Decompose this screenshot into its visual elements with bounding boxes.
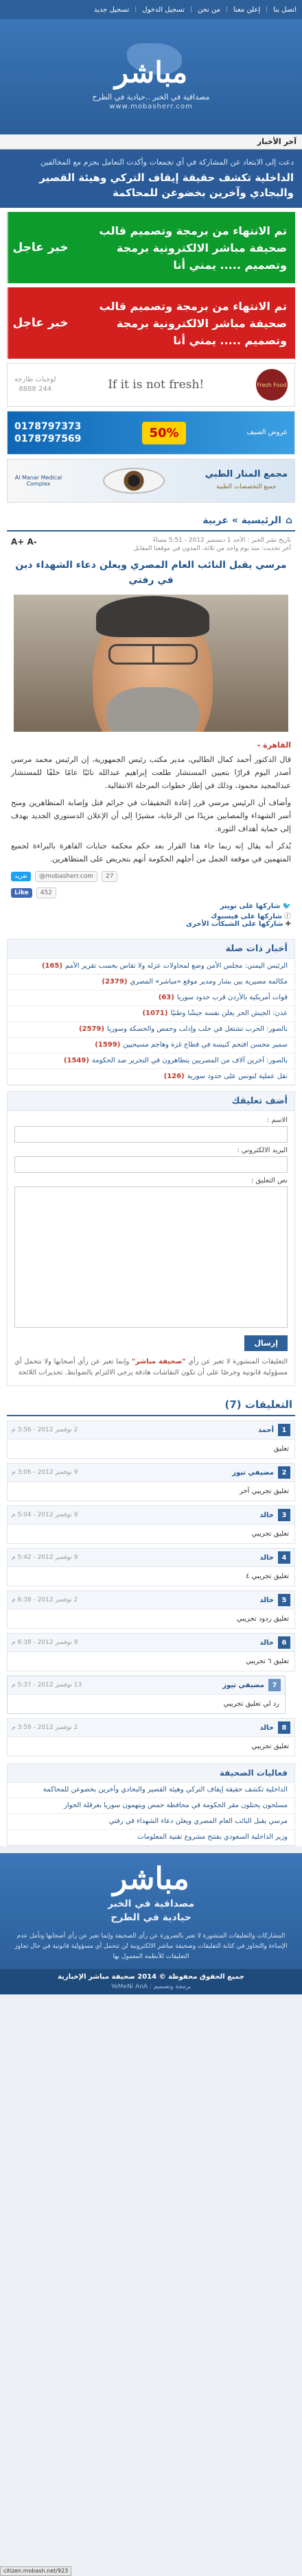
policy-site-name: "صحيفة مباشر" xyxy=(131,1358,186,1365)
comment xyxy=(7,1505,295,1544)
popular-news-title: فعاليات الصحيفة xyxy=(8,1764,294,1782)
comment-author: خالد xyxy=(259,1553,274,1562)
share-facebook-link[interactable] xyxy=(11,910,291,920)
article-date-text: تاريخ نشر الخبر : الأحد 1 ديسمبر 2012 - 5:51 مساءً xyxy=(152,537,291,544)
comment-reply xyxy=(7,1675,286,1714)
footer-disclaimer: المشاركات والتعليقات المنشورة لا تعبر بالضرورة عن رأي الصحيفة وإنما تعبر عن رأي أصحابها ونأمل عدم الإساءة والتجاوز في كتابة التعليقات وصحيفة مباشر الالكترونية لن تتحمل أي مسؤولية قانونية في حال تجاوز التعليقات للأنظمة المعمول بها xyxy=(14,1933,288,1960)
article-photo xyxy=(14,595,288,732)
site-logo[interactable] xyxy=(100,43,202,91)
nav-separator: | xyxy=(225,6,229,13)
ad-phone: 244 8888 xyxy=(19,385,52,393)
related-news-list xyxy=(8,959,294,1085)
comment-author: خالد xyxy=(259,1724,274,1732)
policy-text: التعليقات المنشورة لا تعبر عن رأي xyxy=(188,1358,288,1365)
portrait-beard xyxy=(106,687,199,732)
footer-slogan: حيادية في الطرح xyxy=(111,1912,191,1923)
comment xyxy=(7,1718,295,1756)
ad-title xyxy=(205,468,288,493)
comment-author: خالد xyxy=(259,1596,274,1604)
article-body xyxy=(11,739,291,866)
related-news xyxy=(7,939,295,1086)
comment-header xyxy=(8,1549,294,1567)
copyright: جميع الحقوق محفوظة © 2014 صحيفة مباشر الإخبارية xyxy=(0,1969,302,1983)
article-paragraph: يُذكر أنه يقال إنه ربما جاء هذا القرار بعد حكم محكمة جنايات القاهرة بالبراءة لجميع المتهمين في موقعة الجمل من أجلهم الحكومة أنهم بتحريض على المتظاهرين. xyxy=(11,842,291,863)
view-count: (1599) xyxy=(95,1041,121,1049)
comment-header xyxy=(8,1421,294,1440)
related-news-item[interactable] xyxy=(8,1006,294,1022)
nav-separator: | xyxy=(135,6,137,13)
breaking-news-text[interactable]: تم الانتهاء من برمجة وتصميم قالب صحيفة مباشر الالكترونية برمجة وتصميم ..... يمني أنا xyxy=(99,299,287,347)
footer-slogan: مصداقية في الخبر xyxy=(107,1898,195,1909)
view-count: (1071) xyxy=(142,1010,168,1017)
comment-date: 9 نوفمبر 2012 - 6:38 م xyxy=(12,1639,78,1646)
view-count: (2379) xyxy=(102,978,128,986)
related-news-item[interactable] xyxy=(8,1069,294,1085)
policy-text: وإنما تعبر عن رأي أصحابها ولا نتحمل أي مسؤولية قانونية وحرصًا على أن تكون النقاشات هادفة يرجى الالتزام بالضوابط. تحذيرات اللائحة xyxy=(14,1358,288,1376)
related-news-item[interactable] xyxy=(8,990,294,1006)
nav-link-register[interactable]: تسجيل جديد xyxy=(93,5,130,14)
comment-date: 2 نوفمبر 2012 - 3:56 م xyxy=(12,1427,78,1433)
comment-form xyxy=(7,1091,295,1386)
nav-link-login[interactable]: تسجيل الدخول xyxy=(142,5,185,14)
breaking-news-label: خبر عاجل xyxy=(7,212,73,283)
popular-news-item[interactable]: الداخلية تكشف حقيقة إيقاف التركي وهيئة القصير والبجادي وآخرين بخضوعن للمحاكمة xyxy=(8,1782,294,1798)
comment-number: 7 xyxy=(268,1679,281,1691)
comment-textarea[interactable] xyxy=(14,1186,288,1328)
nav-separator: | xyxy=(189,6,192,13)
browser-status-bar: citizen.mobash.net/923 xyxy=(0,2566,71,2576)
facebook-icon: ⓕ xyxy=(281,913,291,920)
breaking-news-text[interactable]: تم الانتهاء من برمجة وتصميم قالب صحيفة مباشر الالكترونية برمجة وتصميم ..... يمني أنا xyxy=(99,224,287,272)
twitter-icon: 🐦 xyxy=(280,903,291,910)
ad-phones xyxy=(14,420,81,445)
ad-sale-badge: 50% xyxy=(142,422,185,444)
popular-news-item[interactable]: وزير الداخلية السعودي يفتتح مشروع تقنية المعلومات xyxy=(8,1830,294,1846)
related-news-text[interactable]: مكالمة مصيرية بين بشار ومدير موقع «مباشر» المصري xyxy=(130,978,288,986)
ad-banner-medical[interactable] xyxy=(7,459,295,503)
facebook-like-button[interactable]: Like xyxy=(11,888,32,898)
view-count: (2579) xyxy=(78,1025,104,1033)
breaking-news-label: خبر عاجل xyxy=(7,287,73,359)
article-paragraph: قال الدكتور أحمد كمال الطالبي، مدير مكتب رئيس الجمهورية، إن الرئيس محمد مرسي أصدر اليوم قرارًا بتعيين المستشار طلعت إبراهيم عبدالله نائبًا عامًا خلفًا للمستشار عبدالمجيد محمود، وذلك في إطار خطوات المرحلة الانتقالية. xyxy=(11,755,291,790)
logo-text: مباشر xyxy=(114,56,188,89)
ad-text: عروض الصيف xyxy=(246,429,288,436)
comment-body: تعليق تجريبي xyxy=(251,1530,289,1538)
name-input[interactable] xyxy=(14,1126,288,1143)
breadcrumb xyxy=(7,511,295,532)
site-url: www.mobasherr.com xyxy=(109,103,193,110)
email-input[interactable] xyxy=(14,1156,288,1173)
top-navigation xyxy=(0,0,302,19)
share-count: 27 xyxy=(102,871,117,882)
popular-news-item[interactable]: مسلحون يحتلون مقر الحكومة في محافظة حمص ويتهمون سوريا بعرقلة الحوار xyxy=(8,1798,294,1814)
comment-number: 3 xyxy=(278,1509,290,1521)
article-title: مرسي يقبل النائب العام المصري ويعلن دعاء الشهداء دين في رفتي xyxy=(15,560,287,586)
comment-date: 9 نوفمبر 2012 - 5:04 م xyxy=(12,1512,78,1518)
breaking-news-banner[interactable] xyxy=(7,212,295,283)
comment xyxy=(7,1463,295,1501)
site-header xyxy=(0,19,302,134)
nav-link-advertise[interactable]: إعلن معنا xyxy=(233,5,261,14)
ad-phone: 0178797569 xyxy=(14,433,82,444)
share-twitter-link[interactable] xyxy=(11,903,291,910)
article xyxy=(7,532,295,933)
comment-date: 9 نوفمبر 2012 - 3:06 م xyxy=(12,1469,78,1476)
portrait-glasses xyxy=(108,644,198,665)
comment-body: تعليق تجريبي ٤ xyxy=(246,1573,289,1580)
font-size-controls[interactable]: A+ A- xyxy=(11,537,37,547)
comment-number: 1 xyxy=(278,1424,290,1436)
ad-title-text: مجمع المنار الطبي xyxy=(205,469,288,479)
comment-date: 9 نوفمبر 2012 - 5:42 م xyxy=(12,1554,78,1561)
related-news-item[interactable] xyxy=(8,1038,294,1053)
view-count: (63) xyxy=(158,994,174,1001)
ad-info-line: لوجبات طازجة xyxy=(14,376,56,383)
ad-banner-sale[interactable] xyxy=(7,411,295,455)
popular-news xyxy=(7,1763,295,1846)
related-news-text[interactable]: عدن: الجيش الحر يعلن نفسه جيشًا وطنيًا xyxy=(170,1010,288,1017)
share-facebook-text[interactable]: شاركها على فيسبوك xyxy=(210,913,282,920)
ad-slogan: If it is not fresh! xyxy=(108,378,205,392)
comment-author: مضيفي تيوز xyxy=(232,1468,274,1477)
comment-number: 5 xyxy=(278,1594,290,1606)
related-news-item[interactable] xyxy=(8,1022,294,1038)
comment-author: أحمد xyxy=(257,1426,274,1434)
share-bar xyxy=(11,871,291,882)
view-count: (126) xyxy=(163,1073,185,1080)
submit-comment-button[interactable]: إرسال xyxy=(244,1335,288,1351)
comment-number: 2 xyxy=(278,1466,290,1479)
headline-kicker: دعت إلى الابتعاد عن المشاركة في أي تجمعات وأكدت التعامل بحزم مع المخالفين xyxy=(40,158,294,167)
comment-header xyxy=(8,1719,294,1737)
related-news-item[interactable] xyxy=(8,959,294,975)
share-links xyxy=(11,903,291,928)
comment-date: 13 نوفمبر 2012 - 5:37 م xyxy=(12,1682,82,1689)
share-twitter-text[interactable]: شاركها على تويتر xyxy=(220,903,281,910)
ad-badge: Fresh Food xyxy=(256,369,288,401)
comment-body: رد لي تعليق تجريبي xyxy=(223,1700,279,1708)
article-paragraph: وأضاف أن الرئيس مرسي قرر إعادة التحقيقات في جرائم قتل وإصابة المتظاهرين ومنح أسر الشهداء والمصابين مزيدًا من الرعاية، مشيرًا إلى أن الإعلان الدستوري الجديد يهدف إلى حماية أهداف الثورة. xyxy=(11,798,291,833)
related-news-title: أخبار ذات صلة xyxy=(8,940,294,959)
comment xyxy=(7,1548,295,1586)
breadcrumb-text[interactable]: الرئيسية » عربية xyxy=(202,515,281,526)
comment xyxy=(7,1590,295,1629)
main-content xyxy=(0,150,302,1846)
article-date xyxy=(11,537,291,547)
related-news-item[interactable] xyxy=(8,1053,294,1069)
comment-header xyxy=(8,1591,294,1610)
ad-subtitle: جميع التخصصات الطبية xyxy=(216,484,277,490)
comment-body: تعليق تجريبي xyxy=(251,1743,289,1750)
related-news-text[interactable]: نقل عملية لتونس على حدود سورية xyxy=(187,1073,288,1080)
article-dateline: القاهرة - xyxy=(257,741,291,750)
developer-credit[interactable]: برمجة وتصميم : YeMeNi AnA xyxy=(0,1983,302,1994)
comment-date: 2 نوفمبر 2012 - 3:59 م xyxy=(12,1724,78,1731)
like-bar xyxy=(11,887,291,898)
nav-link-about[interactable]: من نحن xyxy=(197,5,220,14)
tweet-button[interactable]: تغريد xyxy=(11,872,31,881)
name-label: الاسم : xyxy=(266,1117,288,1124)
related-news-text[interactable]: سمير محسن اقتحم كنيسة في قطاع غزة وهاجم مسيحيين xyxy=(123,1041,288,1049)
comment-number: 4 xyxy=(278,1551,290,1564)
site-slogan: مصداقية في الخبر ..حيادية في الطرح xyxy=(92,93,210,102)
comment-header xyxy=(8,1634,294,1652)
comments-title: التعليقات (7) xyxy=(7,1394,295,1416)
related-news-text[interactable]: بالصور: الحرب تشتعل في حلب وإدلب وحمص والحسكة وسوريا xyxy=(106,1025,288,1033)
ad-badge: Al Manar Medical Complex xyxy=(14,475,62,487)
like-count: 452 xyxy=(36,887,56,898)
related-news-text[interactable]: بالصور: آخرين آلاف من المصريين يتظاهرون في التحرير ضد الحكومة xyxy=(91,1057,288,1064)
comment-number: 6 xyxy=(278,1636,290,1649)
comment xyxy=(7,1420,295,1459)
comment-number: 8 xyxy=(278,1721,290,1734)
headline-title[interactable]: الداخلية تكشف حقيقة إيقاف التركي وهيئة القصير والبجادي وآخرين بخضوعن للمحاكمة xyxy=(39,171,294,199)
share-other-link[interactable] xyxy=(11,920,291,928)
related-news-text[interactable]: قوات أمريكية بالأردن قرب حدود سوريا xyxy=(176,994,288,1001)
comment-date: 2 نوفمبر 2012 - 6:38 م xyxy=(12,1597,78,1603)
footer-logo[interactable]: مباشر xyxy=(113,1861,189,1896)
comment-header xyxy=(8,1506,294,1525)
comment-author: خالد xyxy=(259,1638,274,1647)
comment-author: مضيفي تيوز xyxy=(222,1681,264,1689)
comment-author: خالد xyxy=(259,1511,274,1519)
eye-image xyxy=(103,468,165,494)
comment-policy xyxy=(14,1357,288,1379)
related-news-item[interactable] xyxy=(8,975,294,990)
popular-news-item[interactable]: مرسي يقبل النائب العام المصري ويعلن دعاء الشهداء في رفتي xyxy=(8,1814,294,1830)
comment-body: تعليق تجريبي آخر xyxy=(239,1488,289,1495)
news-ticker xyxy=(0,134,302,150)
share-other-text[interactable]: شاركها على الشبكات الأخرى xyxy=(185,920,283,928)
headline-strip[interactable] xyxy=(0,150,302,208)
share-icon: ✚ xyxy=(283,920,291,928)
view-count: (165) xyxy=(41,962,62,970)
home-icon: ⌂ xyxy=(285,515,292,526)
site-footer xyxy=(0,1853,302,1969)
ad-phone: 0178797373 xyxy=(14,421,82,432)
nav-link-contact[interactable]: اتصل بنا xyxy=(273,5,297,14)
portrait-hair xyxy=(96,596,209,637)
email-share[interactable]: @mobasherr.com xyxy=(35,871,97,882)
article-update: آخر تحديث: منذ يوم واحد من ثلاثة، المدون في موقعنا المقابل xyxy=(133,545,291,552)
comment-body: تعليق ٦ تجريبي xyxy=(246,1658,289,1665)
nav-separator: | xyxy=(266,6,268,13)
ticker-label: آخر الأخبار xyxy=(257,137,297,146)
breaking-news-banner[interactable] xyxy=(7,287,295,359)
comment-header xyxy=(8,1464,294,1482)
related-news-text[interactable]: الرئيس اليمني: مجلس الأمن وضع لمحاولات عزله ولا تقاس بحسب تقرير الأمم xyxy=(65,962,288,970)
comment-label: نص التعليق : xyxy=(251,1177,288,1184)
ad-info xyxy=(14,375,56,394)
view-count: (1549) xyxy=(63,1057,89,1064)
comment-body: تعليق xyxy=(273,1445,289,1453)
comment xyxy=(7,1633,295,1671)
email-label: البريد الالكتروني : xyxy=(237,1147,288,1154)
comment-header xyxy=(8,1676,285,1695)
comment-form-title: أضف تعليقك xyxy=(8,1092,294,1111)
ad-banner-fresh-food[interactable] xyxy=(7,363,295,407)
comment-body: تعليق ردود تجريبي xyxy=(236,1615,289,1623)
popular-news-list xyxy=(8,1782,294,1846)
